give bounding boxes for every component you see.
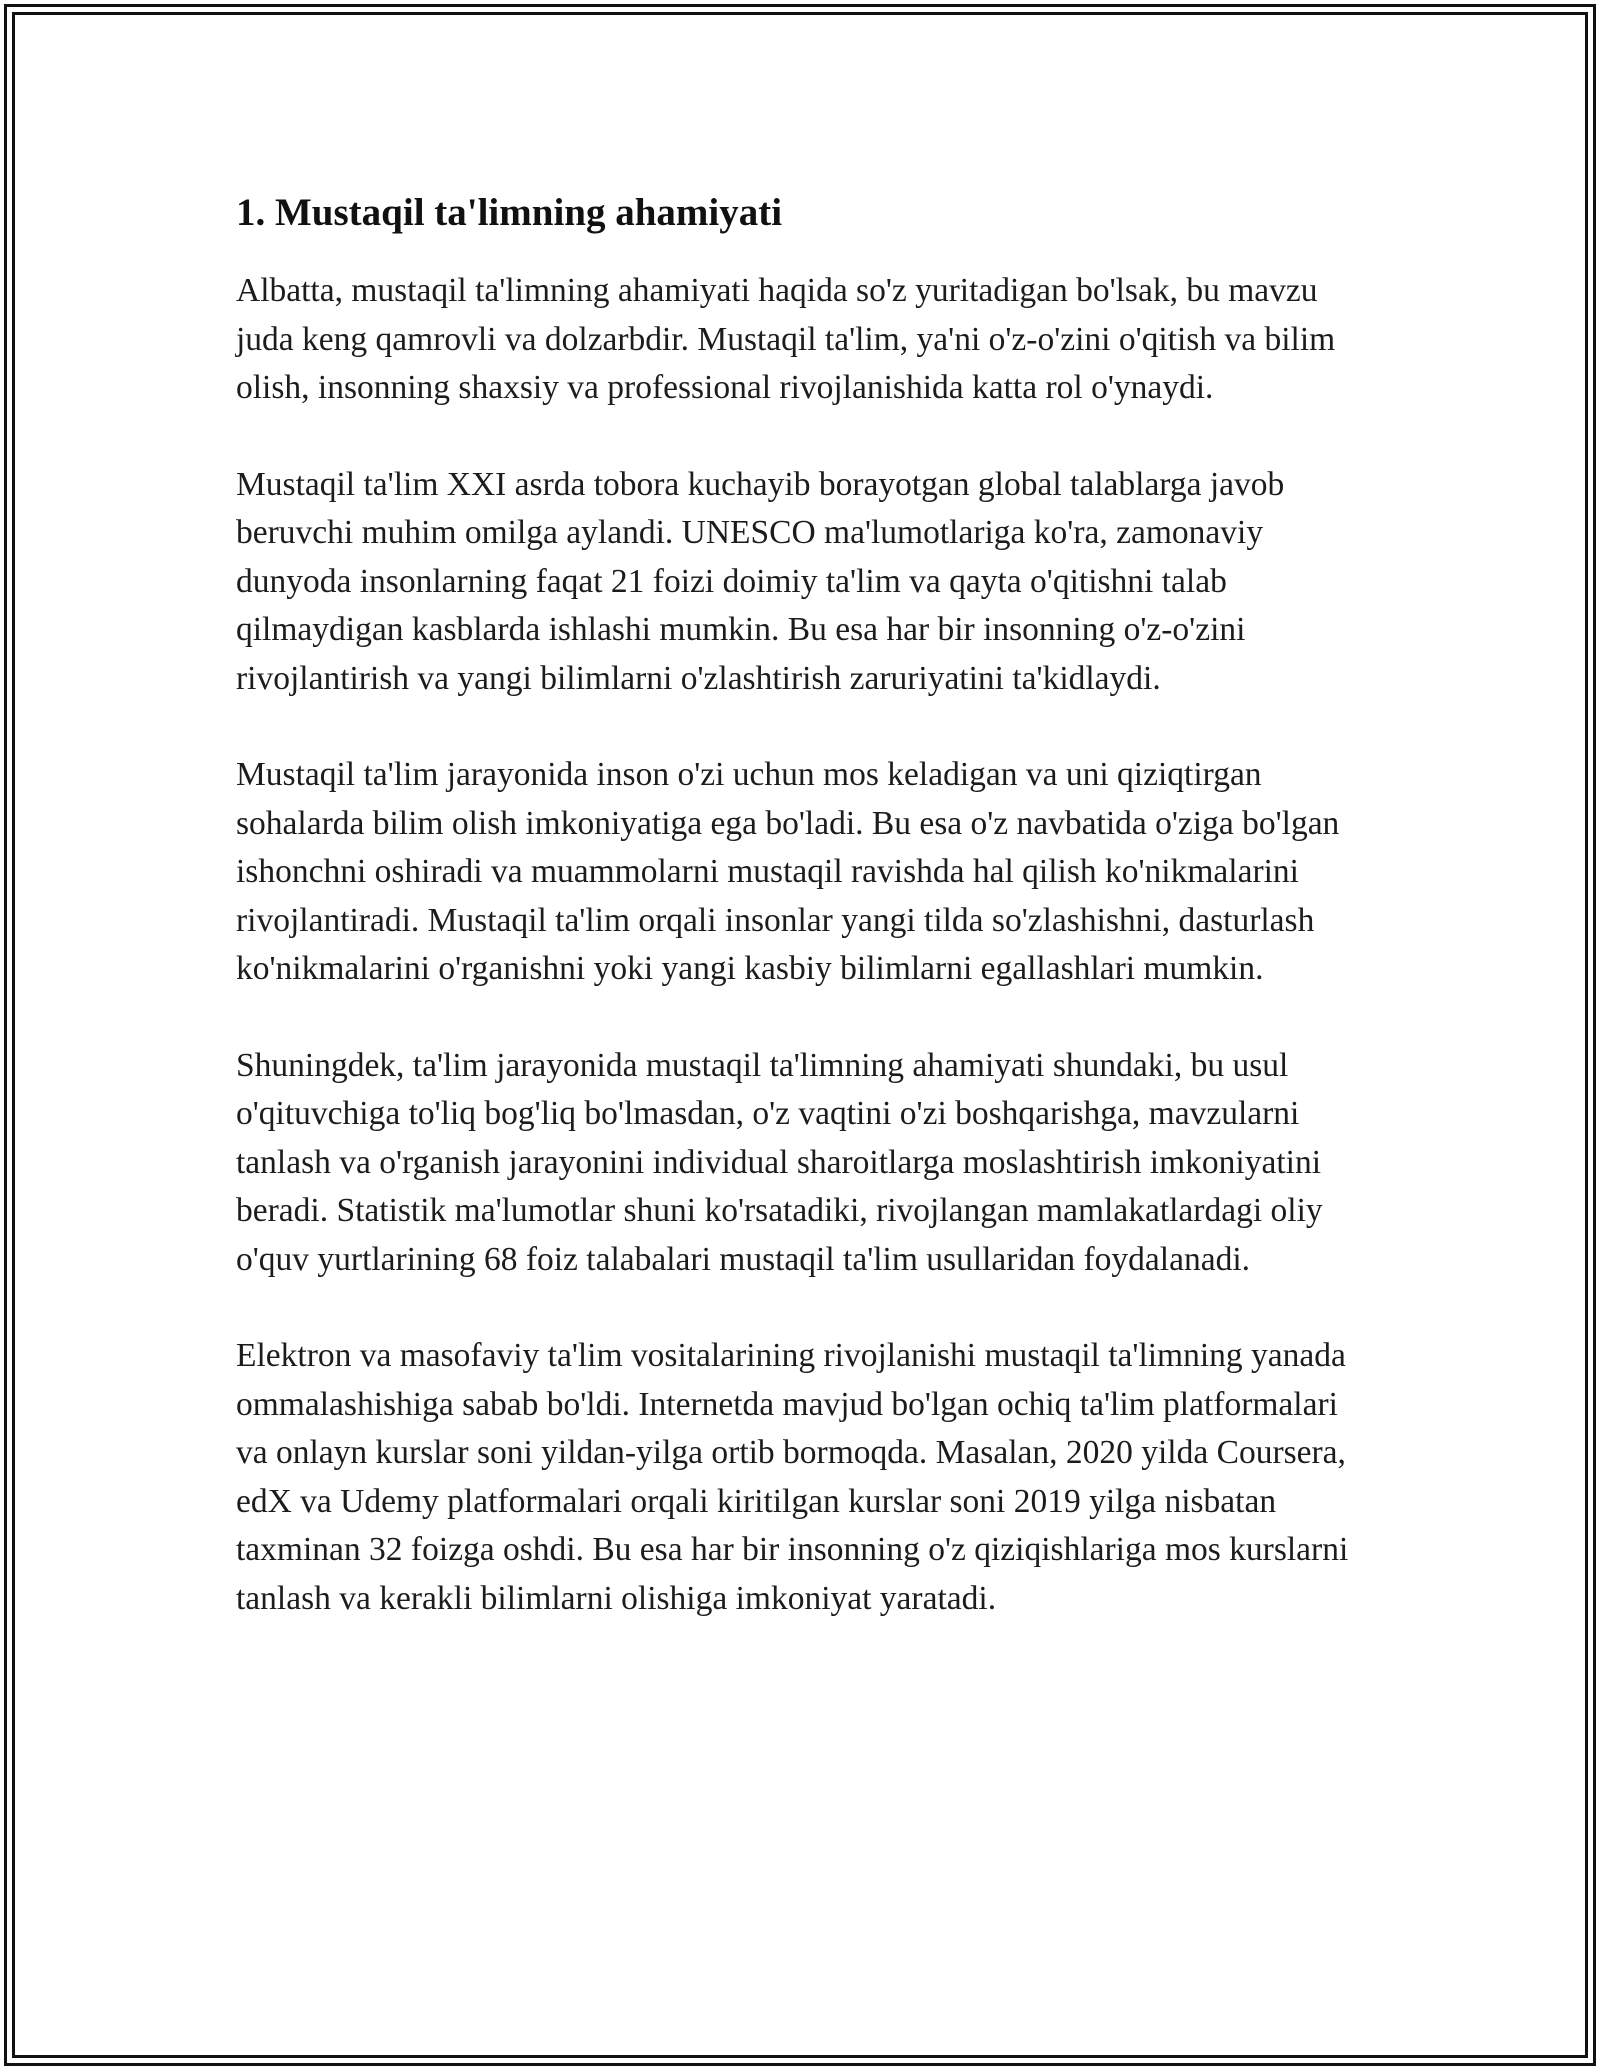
paragraph: Albatta, mustaqil ta'limning ahamiyati haqida so'z yuritadigan bo'lsak, bu mavzu juda keng qamrovli va dolzarbdir. Mustaqil ta'lim, ya'ni o'z-o'zini o'qitish va bilim olish, insonning shaxsiy va professional rivojlanishida katta rol o'ynaydi. [236,272,1336,406]
paragraph: Mustaqil ta'lim jarayonida inson o'zi uchun mos keladigan va uni qiziqtirgan sohalarda bilim olish imkoniyatiga ega bo'ladi. Bu esa o'z navbatida o'ziga bo'lgan ishonchni oshiradi va muammolarni mustaqil ravishda hal qilish ko'nikmalarini rivojlantiradi. Mustaqil ta'lim orqali insonlar yangi tilda so'zlashishni, dasturlash ko'nikmalarini o'rganishni yoki yangi kasbiy bilimlarni egallashlari mumkin. [236,756,1340,987]
section-heading: 1. Mustaqil ta'limning ahamiyati [236,191,783,234]
paragraph: Mustaqil ta'lim XXI asrda tobora kuchayib borayotgan global talablarga javob beruvchi muhim omilga aylandi. UNESCO ma'lumotlariga ko'ra, zamonaviy dunyoda insonlarning faqat 21 foizi doimiy ta'lim va qayta o'qitishni talab qilmaydigan kasblarda ishlashi mumkin. Bu esa har bir insonning o'z-o'zini rivojlantirish va yangi bilimlarni o'zlashtirish zaruriyatini ta'kidlaydi. [236,465,1285,697]
paragraph: Shuningdek, ta'lim jarayonida mustaqil ta'limning ahamiyati shundaki, bu usul o'qituvchiga to'liq bog'liq bo'lmasdan, o'z vaqtini o'zi boshqarishga, mavzularni tanlash va o'rganish jarayonini individual sharoitlarga moslashtirish imkoniyatini beradi. Statistik ma'lumotlar shuni ko'rsatadiki, rivojlangan mamlakatlardagi oliy o'quv yurtlarining 68 foiz talabalari mustaqil ta'lim usullaridan foydalanadi. [236,1046,1323,1278]
document-body [236,185,1366,1671]
paragraph: Elektron va masofaviy ta'lim vositalarining rivojlanishi mustaqil ta'limning yanada ommalashishiga sabab bo'ldi. Internetda mavjud bo'lgan ochiq ta'lim platformalari va onlayn kurslar soni yildan-yilga ortib bormoqda. Masalan, 2020 yilda Coursera, edX va Udemy platformalari orqali kiritilgan kurslar soni 2019 yilga nisbatan taxminan 32 foizga oshdi. Bu esa har bir insonning o'z qiziqishlariga mos kurslarni tanlash va kerakli bilimlarni olishiga imkoniyat yaratadi. [236,1337,1349,1617]
